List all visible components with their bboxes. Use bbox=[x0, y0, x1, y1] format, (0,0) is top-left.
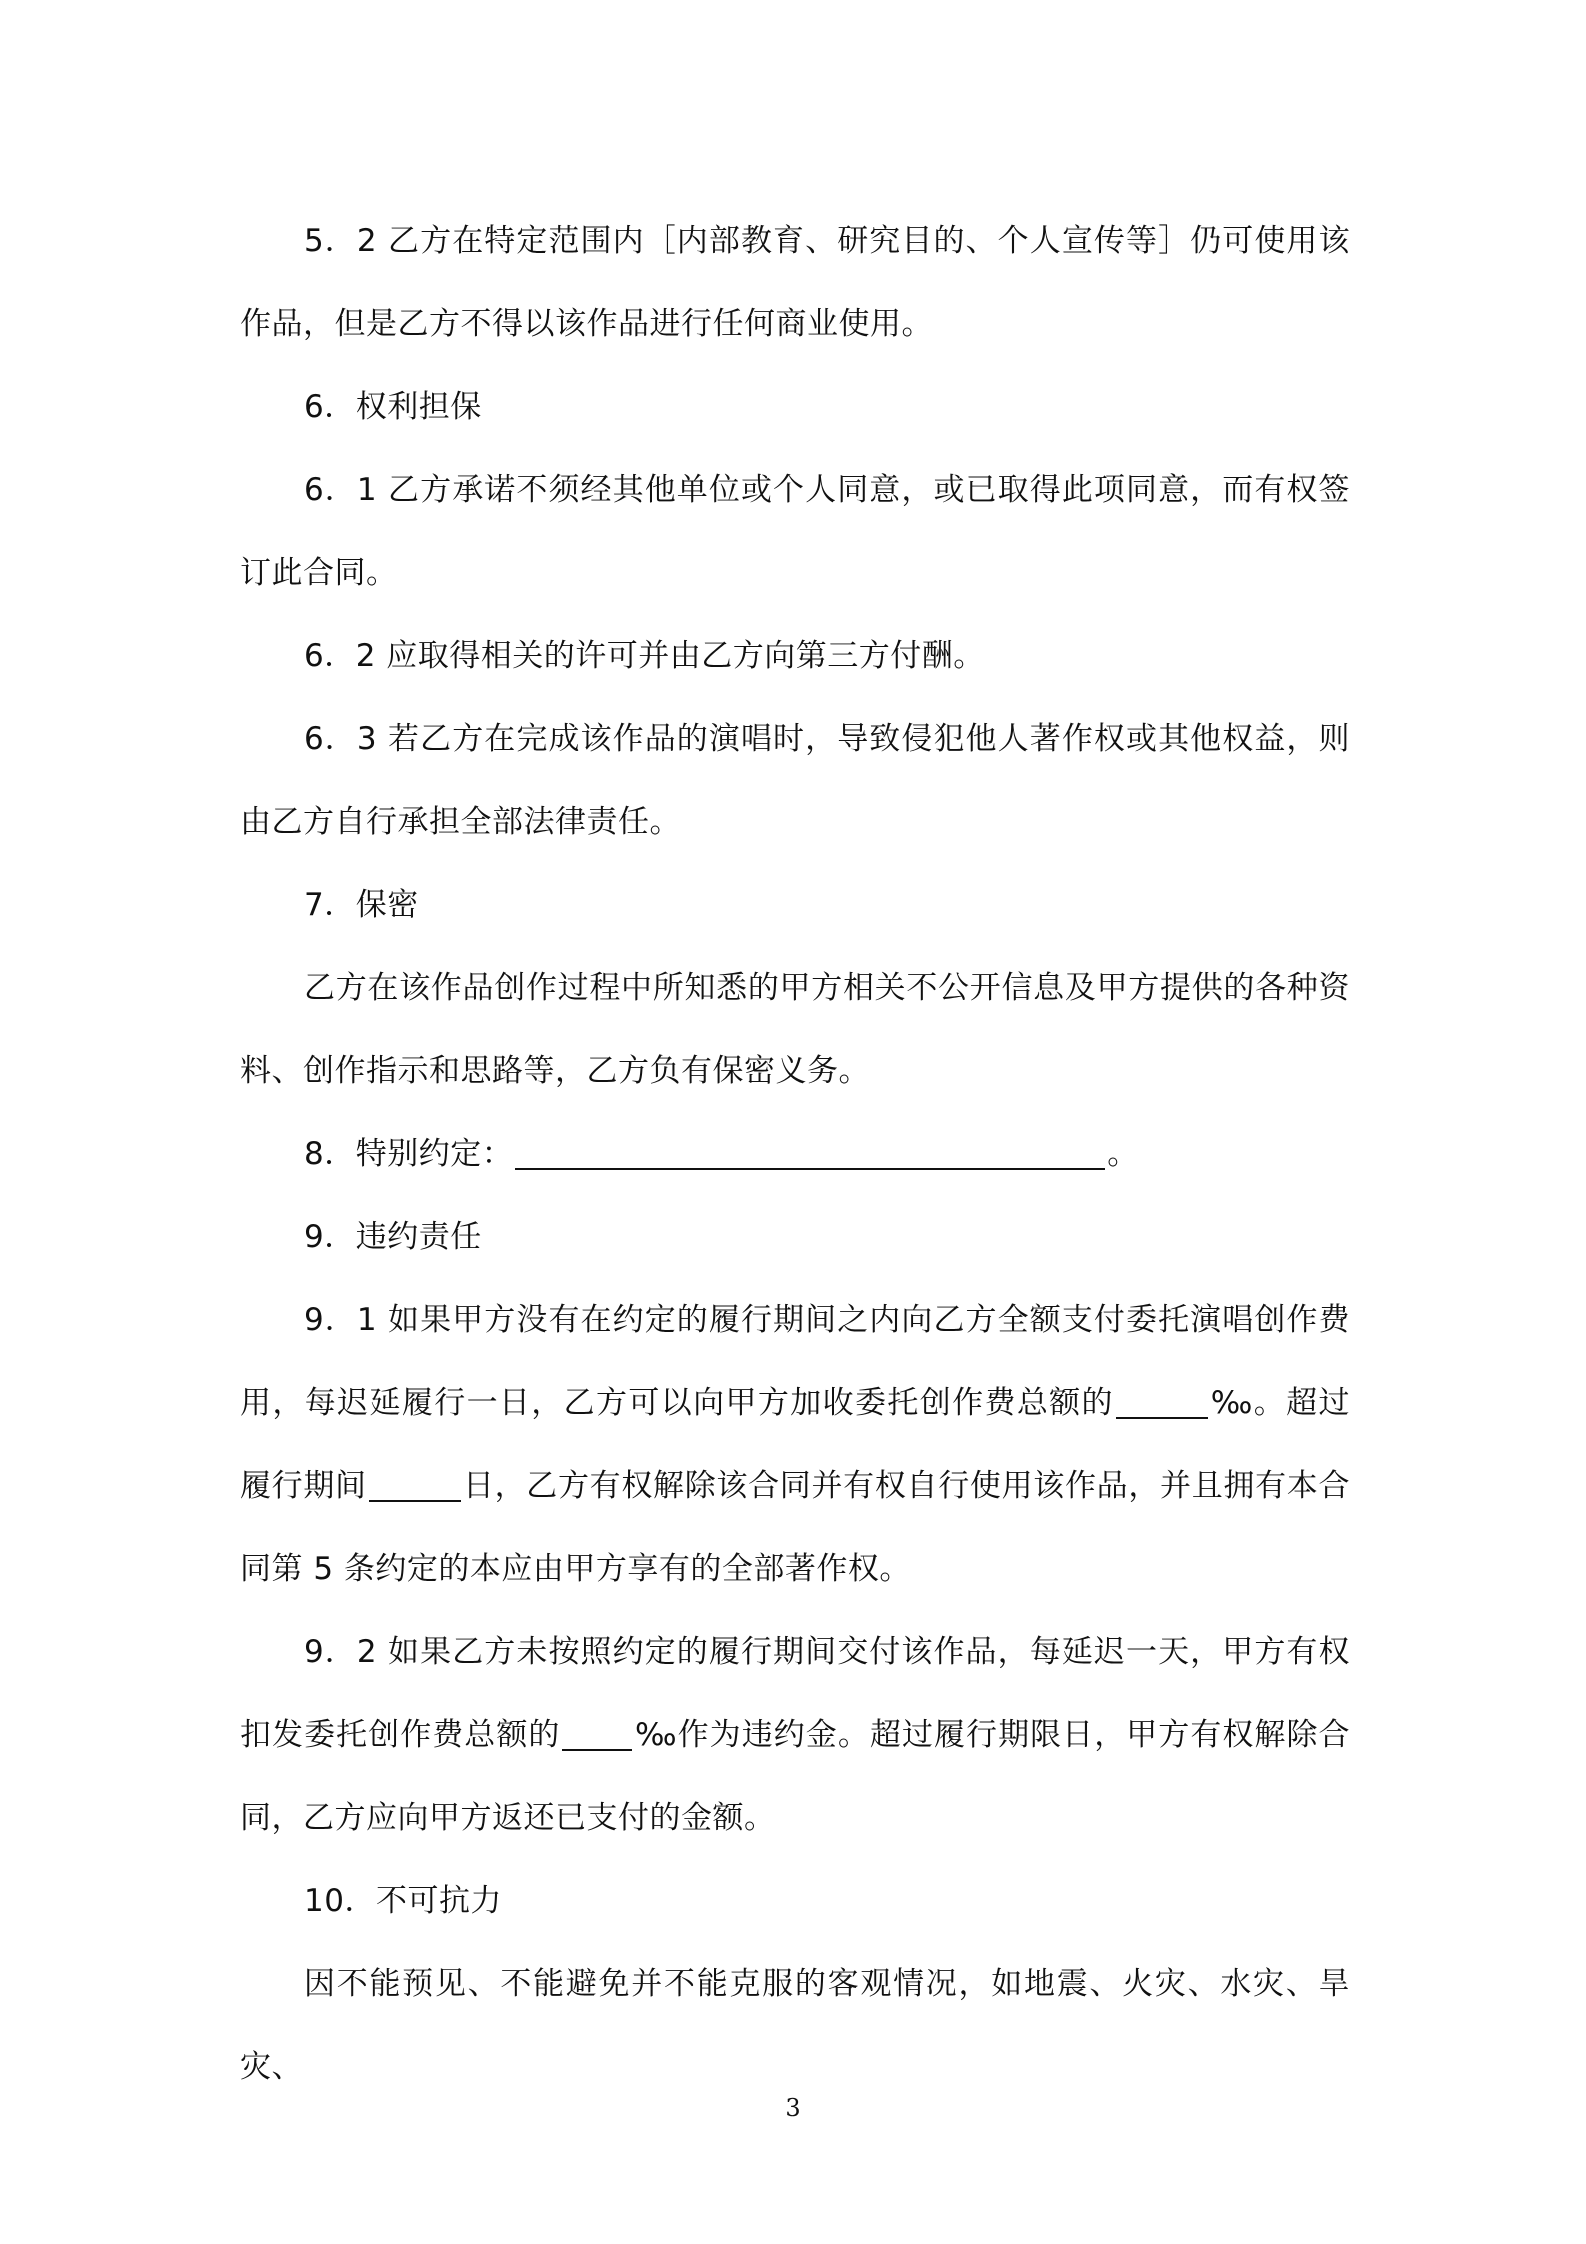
days-blank bbox=[369, 1469, 461, 1502]
clause-9-1-text-c: 日，乙方有权解除该合同并有权自行使用该作品，并且拥有本合同第 5 条约定的本应由甲方享有的全部著作权。 bbox=[240, 1468, 1350, 1587]
clause-9-2-text-a: 9．2 如果乙方未按照约定的履行期间交付该作品，每延迟一天，甲方有权扣发委托创作费总额的 bbox=[240, 1634, 1350, 1753]
penalty-rate-blank bbox=[562, 1718, 632, 1751]
clause-6-2: 6．2 应取得相关的许可并由乙方向第三方付酬。 bbox=[304, 638, 985, 674]
clause-9-2 bbox=[240, 1611, 1350, 1860]
special-agreement-label: 8．特别约定： bbox=[304, 1136, 514, 1172]
confidentiality-text: 乙方在该作品创作过程中所知悉的甲方相关不公开信息及甲方提供的各种资料、创作指示和思路等，乙方负有保密义务。 bbox=[240, 970, 1350, 1089]
clause-9-1 bbox=[240, 1279, 1350, 1611]
clause-5-2: 5．2 乙方在特定范围内［内部教育、研究目的、个人宣传等］仍可使用该作品，但是乙方不得以该作品进行任何商业使用。 bbox=[240, 223, 1350, 342]
special-agreement-blank bbox=[515, 1137, 1105, 1170]
clause-9-2-text-b: ‰作为违约金。超过履行期限日，甲方有权解除合同，乙方应向甲方返还已支付的金额。 bbox=[240, 1717, 1351, 1836]
heading-confidentiality: 7．保密 bbox=[304, 887, 419, 923]
heading-breach-liability: 9．违约责任 bbox=[304, 1219, 482, 1255]
clause-6-3: 6．3 若乙方在完成该作品的演唱时，导致侵犯他人著作权或其他权益，则由乙方自行承担全部法律责任。 bbox=[240, 721, 1350, 840]
clause-6-1: 6．1 乙方承诺不须经其他单位或个人同意，或已取得此项同意，而有权签订此合同。 bbox=[240, 472, 1350, 591]
page-number: 3 bbox=[785, 2094, 801, 2122]
rate-blank bbox=[1116, 1386, 1208, 1419]
clause-8-special-agreement bbox=[240, 1113, 1350, 1196]
clause-9-1-text-b: ‰。超过履行期间 bbox=[240, 1385, 1350, 1504]
force-majeure-text: 因不能预见、不能避免并不能克服的客观情况，如地震、火灾、水灾、旱灾、 bbox=[240, 1966, 1350, 2085]
heading-rights-guarantee: 6．权利担保 bbox=[304, 389, 482, 425]
heading-force-majeure: 10．不可抗力 bbox=[304, 1883, 502, 1919]
special-agreement-end: 。 bbox=[1107, 1136, 1139, 1172]
clause-9-1-text-a: 9．1 如果甲方没有在约定的履行期间之内向乙方全额支付委托演唱创作费用，每迟延履行一日，乙方可以向甲方加收委托创作费总额的 bbox=[240, 1302, 1350, 1421]
document-body bbox=[240, 200, 1350, 2109]
